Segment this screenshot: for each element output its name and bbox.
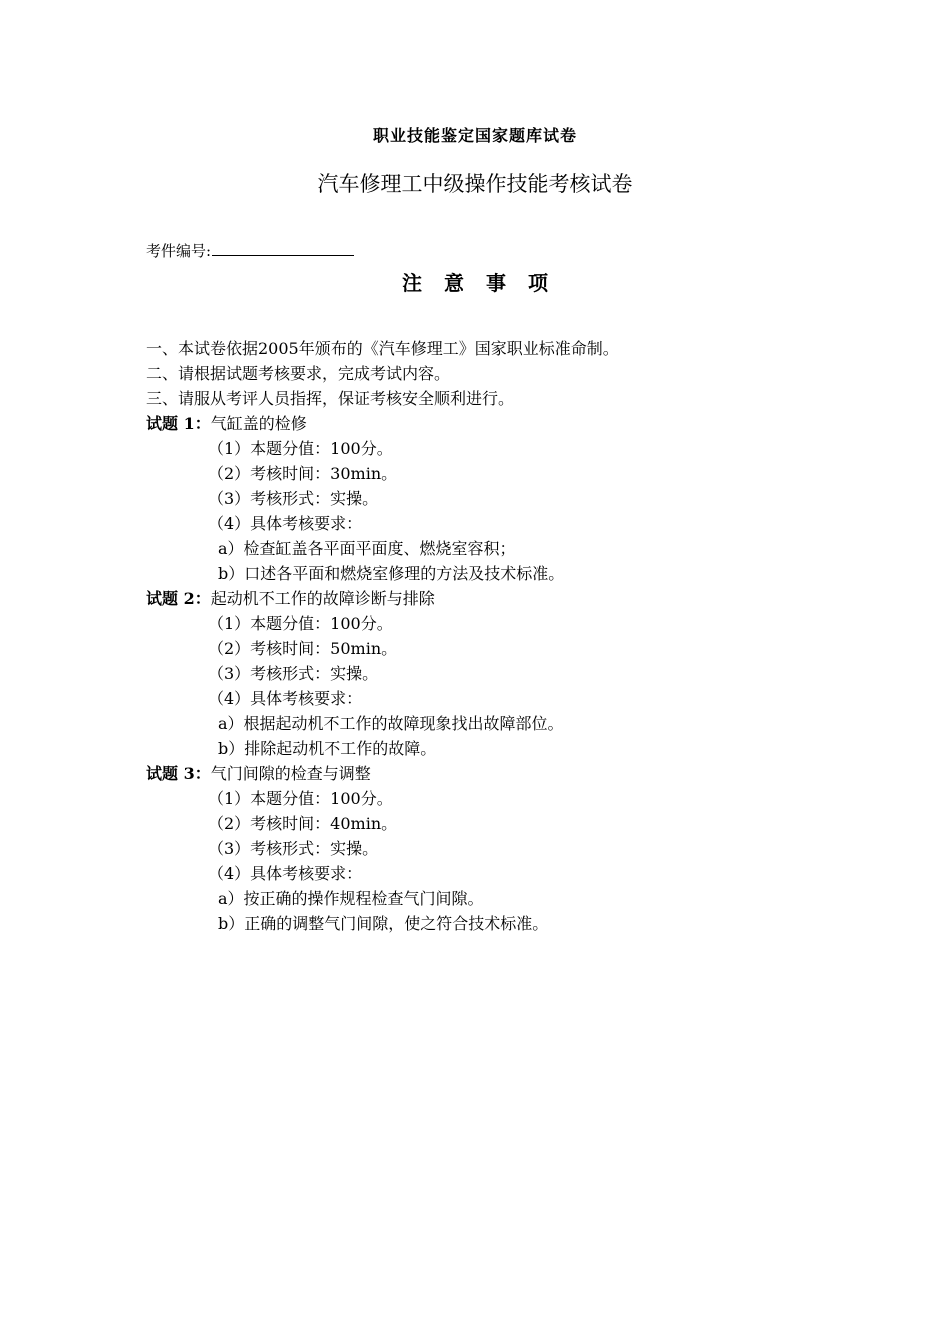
question-title: 气缸盖的检修 — [210, 414, 307, 433]
requirement-item: a）检查缸盖各平面平面度、燃烧室容积； — [218, 539, 516, 558]
exam-number-blank — [212, 241, 354, 256]
question-item: （2）考核时间：40min。 — [208, 814, 398, 833]
question-item: （3）考核形式：实操。 — [208, 664, 379, 683]
note-line: 一、本试卷依据2005年颁布的《汽车修理工》国家职业标准命制。 — [146, 339, 619, 358]
question-item: （1）本题分值：100分。 — [208, 789, 393, 808]
question-label: 试题 1： — [146, 414, 211, 433]
exam-title: 汽车修理工中级操作技能考核试卷 — [317, 172, 633, 196]
question-label: 试题 3： — [146, 764, 211, 783]
question-title: 起动机不工作的故障诊断与排除 — [210, 589, 435, 608]
note-line: 三、请服从考评人员指挥，保证考核安全顺利进行。 — [146, 389, 515, 408]
exam-number-label: 考件编号: — [146, 242, 212, 260]
question-item: （3）考核形式：实操。 — [208, 489, 379, 508]
question-item: （4）具体考核要求： — [208, 864, 363, 883]
notice-title: 注意事项 — [402, 271, 570, 295]
question-item: （2）考核时间：30min。 — [208, 464, 398, 483]
question-heading — [146, 761, 866, 786]
question-title: 气门间隙的检查与调整 — [210, 764, 371, 783]
question-item: （4）具体考核要求： — [208, 514, 363, 533]
requirement-item: b）排除起动机不工作的故障。 — [218, 739, 437, 758]
exam-body — [146, 336, 866, 936]
question-item: （1）本题分值：100分。 — [208, 439, 393, 458]
question-heading — [146, 586, 866, 611]
question-item: （3）考核形式：实操。 — [208, 839, 379, 858]
question-item: （2）考核时间：50min。 — [208, 639, 398, 658]
question-label: 试题 2： — [146, 589, 211, 608]
question-item: （1）本题分值：100分。 — [208, 614, 393, 633]
question-item: （4）具体考核要求： — [208, 689, 363, 708]
note-line: 二、请根据试题考核要求，完成考试内容。 — [146, 364, 451, 383]
requirement-item: a）根据起动机不工作的故障现象找出故障部位。 — [218, 714, 564, 733]
exam-number-field — [146, 240, 354, 262]
bank-title: 职业技能鉴定国家题库试卷 — [372, 126, 577, 145]
requirement-item: a）按正确的操作规程检查气门间隙。 — [218, 889, 484, 908]
question-heading — [146, 411, 866, 436]
requirement-item: b）口述各平面和燃烧室修理的方法及技术标准。 — [218, 564, 565, 583]
requirement-item: b）正确的调整气门间隙，使之符合技术标准。 — [218, 914, 549, 933]
